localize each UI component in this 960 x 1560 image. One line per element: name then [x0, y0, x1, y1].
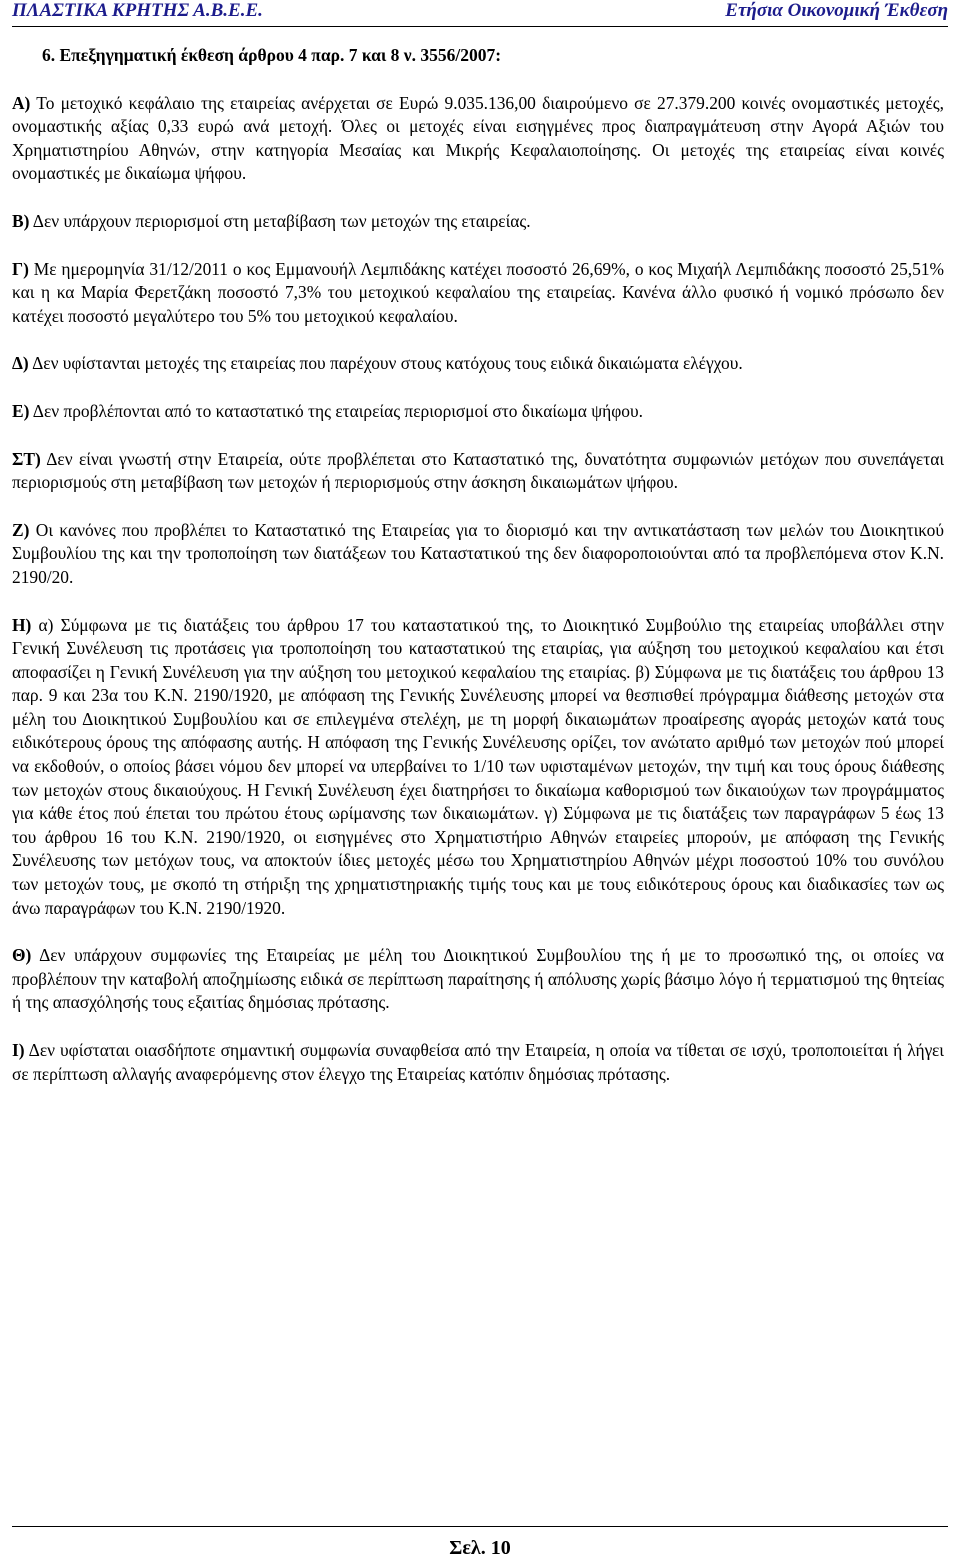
paragraph-d: [12, 352, 944, 376]
paragraph-text: Δεν υπάρχουν περιορισμοί στη μεταβίβαση των μετοχών της εταιρείας.: [29, 210, 531, 231]
paragraph-label: Η): [12, 614, 32, 635]
company-name: ΠΛΑΣΤΙΚΑ ΚΡΗΤΗΣ Α.Β.Ε.Ε.: [12, 0, 263, 21]
paragraph-text: α) Σύμφωνα με τις διατάξεις του άρθρου 17 του καταστατικού της, το Διοικητικό Συμβούλιο της εταιρείας υποβάλλει στην Γενική Συνέλευση τις προτάσεις για τροποποίηση του καταστατικού της εταιρίας, για αύξηση του μετοχικού κεφαλαίου και έτσι αποφασίζει η Γενική Συνέλευση για την αύξηση του μετοχικού κεφαλαίου της εταιρίας. β) Σύμφωνα με τις διατάξεις του άρθρου 13 παρ. 9 και 23α του Κ.Ν. 2190/1920, με απόφαση της Γενικής Συνέλευσης μπορεί να θεσπισθεί πρόγραμμα διάθεσης μετοχών στα μέλη του Διοικητικού Συμβουλίου και σε επιλεγμένα στελέχη, με τη μορφή δικαιωμάτων προαίρεσης αγοράς μετοχών κατά τους ειδικότερους όρους της απόφασης αυτής. Η απόφαση της Γενικής Συνέλευσης ορίζει, τον ανώτατο αριθμό των μετοχών πού μπορεί να εκδοθούν, ο οποίος βάσει νόμου δεν μπορεί να υπερβαίνει το 1/10 των υφισταμένων μετοχών, την τιμή και τους όρους διάθεσης των μετοχών στους δικαιούχους. Η Γενική Συνέλευση έχει διατηρήσει το δικαίωμα καθορισμού των δικαιούχων των προγράμματος για κάθε έτος πού έπεται του πρώτου έτους ωρίμανσης των δικαιωμάτων. γ) Σύμφωνα με τις διατάξεις των παραγράφων 5 έως 13 του άρθρου 16 του Κ.Ν. 2190/1920, οι εισηγμένες στο Χρηματιστήριο Αθηνών εταιρείες μπορούν, με απόφαση της Γενικής Συνέλευσης των μετόχων τους, να αποκτούν ίδιες μετοχές μέσω του Χρηματιστηρίου Αθηνών μέχρι ποσοστού 10% του συνόλου των μετοχών τους, με σκοπό τη στήριξη της χρηματιστηριακής τιμής τους και με τους ειδικότερους όρους και διαδικασίες των ως άνω παραγράφων του Κ.Ν. 2190/1920.: [12, 614, 944, 918]
paragraph-label: Δ): [12, 353, 29, 374]
footer-divider: [12, 1526, 948, 1527]
paragraph-z: [12, 519, 944, 590]
paragraph-label: Γ): [12, 258, 29, 279]
paragraph-text: Το μετοχικό κεφάλαιο της εταιρείας ανέρχεται σε Ευρώ 9.035.136,00 διαιρούμενο σε 27.379.200 κοινές ονομαστικές μετοχές, ονομαστικής αξίας 0,33 ευρώ ανά μετοχή. Όλες οι μετοχές είναι εισηγμένες προς διαπραγμάτευση στην Αγορά Αξιών του Χρηματιστηρίου Αθηνών, στην κατηγορία Μεσαίας και Μικρής Κεφαλαιοποίησης. Οι μετοχές της εταιρείας είναι κοινές ονομαστικές με δικαίωμα ψήφου.: [12, 92, 944, 184]
paragraph-label: Θ): [12, 945, 32, 966]
paragraph-label: Β): [12, 210, 30, 231]
paragraph-e: [12, 400, 944, 424]
paragraph-text: Δεν είναι γνωστή στην Εταιρεία, ούτε προβλέπεται στο Καταστατικό της, δυνατότητα συμφωνιών μετόχων που συνεπάγεται περιορισμούς στη μεταβίβαση των μετοχών ή περιορισμούς στην άσκηση δικαιωμάτων ψήφου.: [12, 448, 944, 493]
page-number: Σελ. 10: [449, 1537, 511, 1559]
paragraph-b: [12, 210, 944, 234]
paragraph-c: [12, 258, 944, 329]
paragraph-label: Ε): [12, 400, 30, 421]
section-title: 6. Επεξηγηματική έκθεση άρθρου 4 παρ. 7 και 8 ν. 3556/2007:: [42, 45, 502, 65]
paragraph-text: Δεν υπάρχουν συμφωνίες της Εταιρείας με μέλη του Διοικητικού Συμβουλίου της ή με το προσωπικό της, οι οποίες να προβλέπουν την καταβολή αποζημίωσης ειδικά σε περίπτωση παραίτησης ή απόλυσης χωρίς βάσιμο λόγο ή τερματισμού της θητείας ή της απασχόλησής τους εξαιτίας δημόσιας πρότασης.: [12, 945, 944, 1013]
paragraph-th: [12, 944, 944, 1015]
paragraph-label: ΣΤ): [12, 448, 41, 469]
paragraph-text: Δεν υφίσταται οιασδήποτε σημαντική συμφωνία συναφθείσα από την Εταιρεία, η οποία να τίθεται σε ισχύ, τροποποιείται ή λήγει σε περίπτωση αλλαγής αναφερόμενης στον έλεγχο της Εταιρείας κατόπιν δημόσιας πρότασης.: [12, 1040, 944, 1084]
header-divider: [12, 26, 948, 27]
paragraph-label: Ι): [12, 1040, 25, 1060]
paragraph-text: Δεν υφίστανται μετοχές της εταιρείας που παρέχουν στους κατόχους τους ειδικά δικαιώματα ελέγχου.: [28, 353, 743, 374]
paragraph-a: [12, 92, 944, 186]
paragraph-text: Δεν προβλέπονται από το καταστατικό της εταιρείας περιορισμοί στο δικαίωμα ψήφου.: [29, 400, 643, 421]
paragraph-text: Με ημερομηνία 31/12/2011 ο κος Εμμανουήλ Λεμπιδάκης κατέχει ποσοστό 26,69%, ο κος Μιχαήλ Λεμπιδάκης ποσοστό 25,51% και η κα Μαρία Φερετζάκη ποσοστό 7,3% του μετοχικού κεφαλαίου της εταιρείας. Κανένα άλλο φυσικό ή νομικό πρόσωπο δεν κατέχει ποσοστό μεγαλύτερο του 5% του μετοχικού κεφαλαίου.: [12, 258, 944, 326]
paragraph-label: Α): [12, 92, 31, 113]
paragraph-i: [12, 1039, 944, 1086]
paragraph-label: Ζ): [12, 519, 30, 540]
paragraph-text: Οι κανόνες που προβλέπει το Καταστατικό της Εταιρείας για το διορισμό και την αντικατάσταση των μελών του Διοικητικού Συμβουλίου της και την τροποποίηση των διατάξεων του Καταστατικού της δεν διαφοροποιούνται από τα προβλεπόμενα στον Κ.Ν. 2190/20.: [12, 519, 944, 587]
report-title: Ετήσια Οικονομική Έκθεση: [725, 0, 948, 21]
document-body: [12, 44, 944, 1110]
page-header: [12, 0, 948, 26]
paragraph-st: [12, 448, 944, 495]
paragraph-h: [12, 614, 944, 921]
